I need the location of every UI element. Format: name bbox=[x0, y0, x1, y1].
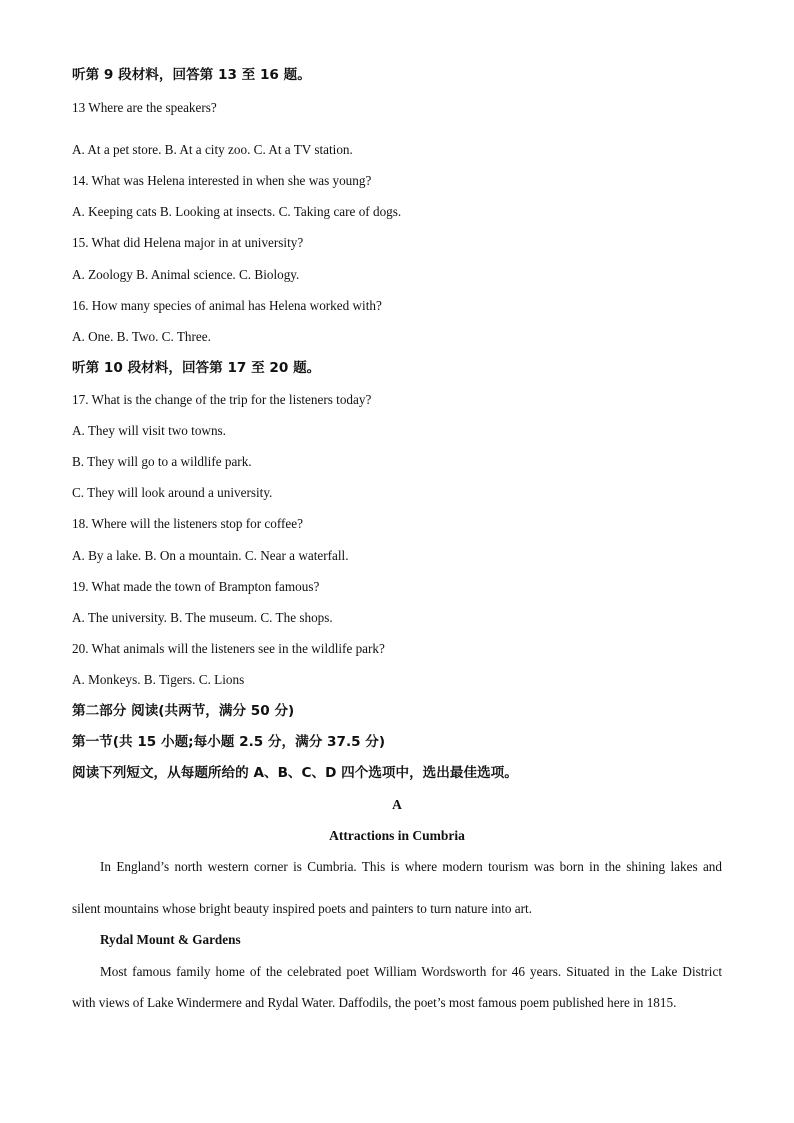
question-17-option-b: B. They will go to a wildlife park. bbox=[72, 454, 252, 469]
reading-instruction: 阅读下列短文，从每题所给的 A、B、C、D 四个选项中，选出最佳选项。 bbox=[72, 765, 518, 781]
question-15: 15. What did Helena major in at university? bbox=[72, 235, 304, 250]
passage-letter: A bbox=[392, 797, 402, 812]
part2-heading: 第二部分 阅读(共两节，满分 50 分) bbox=[72, 703, 295, 719]
paragraph-1-line-1: In England’s north western corner is Cumbria. This is where modern tourism was born in the shining lakes and bbox=[100, 859, 722, 874]
paragraph-1-line-2: silent mountains whose bright beauty inspired poets and painters to turn nature into art. bbox=[72, 901, 533, 916]
section9-heading: 听第 9 段材料，回答第 13 至 16 题。 bbox=[72, 67, 311, 83]
question-17-option-a: A. They will visit two towns. bbox=[72, 423, 226, 438]
question-13: 13 Where are the speakers? bbox=[72, 100, 217, 115]
question-14: 14. What was Helena interested in when she was young? bbox=[72, 173, 372, 188]
question-20: 20. What animals will the listeners see in the wildlife park? bbox=[72, 641, 385, 656]
question-16-options: A. One. B. Two. C. Three. bbox=[72, 329, 211, 344]
question-17-option-c: C. They will look around a university. bbox=[72, 485, 273, 500]
question-15-options: A. Zoology B. Animal science. C. Biology. bbox=[72, 267, 300, 282]
passage-title: Attractions in Cumbria bbox=[329, 828, 465, 843]
paragraph-2-line-2: with views of Lake Windermere and Rydal Water. Daffodils, the poet’s most famous poem published here in 1815. bbox=[72, 995, 677, 1010]
section10-heading: 听第 10 段材料，回答第 17 至 20 题。 bbox=[72, 360, 321, 376]
question-20-options: A. Monkeys. B. Tigers. C. Lions bbox=[72, 672, 245, 687]
question-16: 16. How many species of animal has Helena worked with? bbox=[72, 298, 382, 313]
question-18: 18. Where will the listeners stop for coffee? bbox=[72, 516, 303, 531]
question-14-options: A. Keeping cats B. Looking at insects. C. Taking care of dogs. bbox=[72, 204, 402, 219]
question-17: 17. What is the change of the trip for the listeners today? bbox=[72, 392, 372, 407]
question-18-options: A. By a lake. B. On a mountain. C. Near a waterfall. bbox=[72, 548, 349, 563]
paragraph-2-line-1: Most famous family home of the celebrated poet William Wordsworth for 46 years. Situated in the Lake District bbox=[100, 964, 722, 979]
question-19-options: A. The university. B. The museum. C. The shops. bbox=[72, 610, 333, 625]
section1-heading: 第一节(共 15 小题;每小题 2.5 分，满分 37.5 分) bbox=[72, 734, 386, 750]
question-13-options: A. At a pet store. B. At a city zoo. C. At a TV station. bbox=[72, 142, 353, 157]
question-19: 19. What made the town of Brampton famous? bbox=[72, 579, 320, 594]
subheading-rydal-mount: Rydal Mount & Gardens bbox=[100, 932, 241, 947]
